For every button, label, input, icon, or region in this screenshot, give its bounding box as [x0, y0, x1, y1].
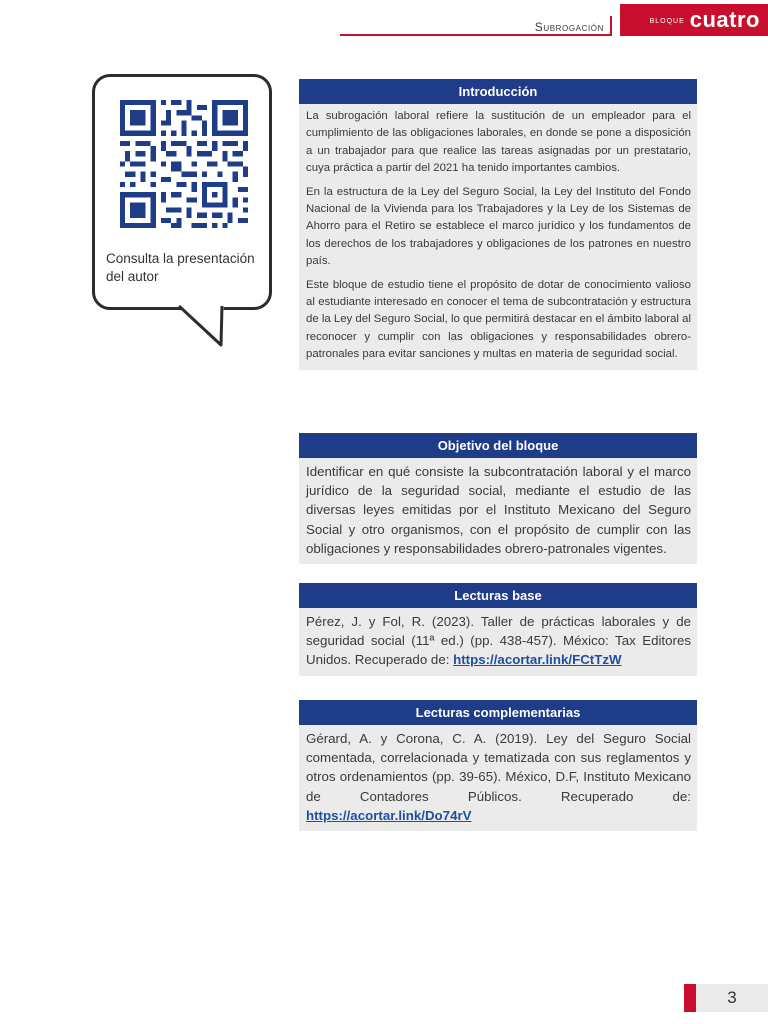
block-badge [620, 4, 768, 36]
block-label: bloque [649, 14, 685, 26]
reference-citation: Gérard, A. y Corona, C. A. (2019). Ley del Seguro Social comentada, correlacionada y tematizada con sus reglamentos y otros ordenamientos (pp. 39-65). México, D.F, Instituto Mexicano de Contadores Públicos. Recuperado de: [306, 731, 691, 804]
reference-text [306, 729, 691, 825]
section-body [299, 458, 697, 564]
section-title: Introducción [299, 79, 697, 104]
section-complementary-readings [299, 700, 697, 831]
header-divider [610, 16, 612, 36]
section-objective [299, 433, 697, 564]
section-introduction [299, 79, 697, 370]
section-base-readings [299, 583, 697, 676]
reference-link[interactable]: https://acortar.link/FCtTzW [453, 652, 622, 668]
qr-code-icon[interactable] [120, 100, 248, 228]
block-number: cuatro [689, 7, 760, 32]
intro-paragraph: Este bloque de estudio tiene el propósito de dotar de conocimiento valioso al estudiante interesado en conocer el tema de subcontratación y estructura de la Ley del Seguro Social, lo que permitirá destacar en el ámbito laboral al reconocer y cumplir con las obligaciones y responsabilidades obrero-patronales para evitar sanciones y multas en materia de seguridad social. [306, 278, 691, 361]
header-rule [340, 34, 612, 36]
callout-text: Consulta la presentación del autor [106, 251, 255, 284]
section-body [299, 725, 697, 831]
section-body [299, 608, 697, 676]
header-subtitle: Subrogación [534, 20, 604, 34]
page-number: 3 [696, 984, 768, 1012]
section-title: Lecturas complementarias [299, 700, 697, 725]
section-title: Objetivo del bloque [299, 433, 697, 458]
objective-text: Identificar en qué consiste la subcontratación laboral y el marco jurídico de la seguridad social, mediante el estudio de las diversas leyes emitidas por el Instituto Mexicano del Seguro Social y otro organismos, con el propósito de cumplir con las obligaciones y responsabilidades obrero-patronales vigentes. [306, 464, 691, 556]
callout-tail [178, 305, 226, 349]
intro-paragraph: En la estructura de la Ley del Seguro Social, la Ley del Instituto del Fondo Nacional de la Vivienda para los Trabajadores y la Ley de los Sistemas de Ahorro para el Retiro se establece el marco jurídico y los fundamentos de los derechos de los trabajadores y obligaciones de los patrones en nuestro país. [306, 185, 691, 268]
reference-text [306, 612, 691, 670]
footer-accent [684, 984, 696, 1012]
section-title: Lecturas base [299, 583, 697, 608]
reference-citation: Pérez, J. y Fol, R. (2023). Taller de prácticas laborales y de seguridad social (11ª ed.) (pp. 438-457). México: Tax Editores Unidos. Recuperado de: [306, 614, 691, 668]
section-body [299, 104, 697, 370]
reference-link[interactable]: https://acortar.link/Do74rV [306, 807, 472, 823]
intro-paragraph: La subrogación laboral refiere la sustitución de un empleador para el cumplimiento de las obligaciones laborales, en donde se pone a disposición a un trabajador para que realice las tareas asignadas por un prestatario, cuya práctica a partir del 2021 ha tenido importantes cambios. [306, 110, 691, 175]
